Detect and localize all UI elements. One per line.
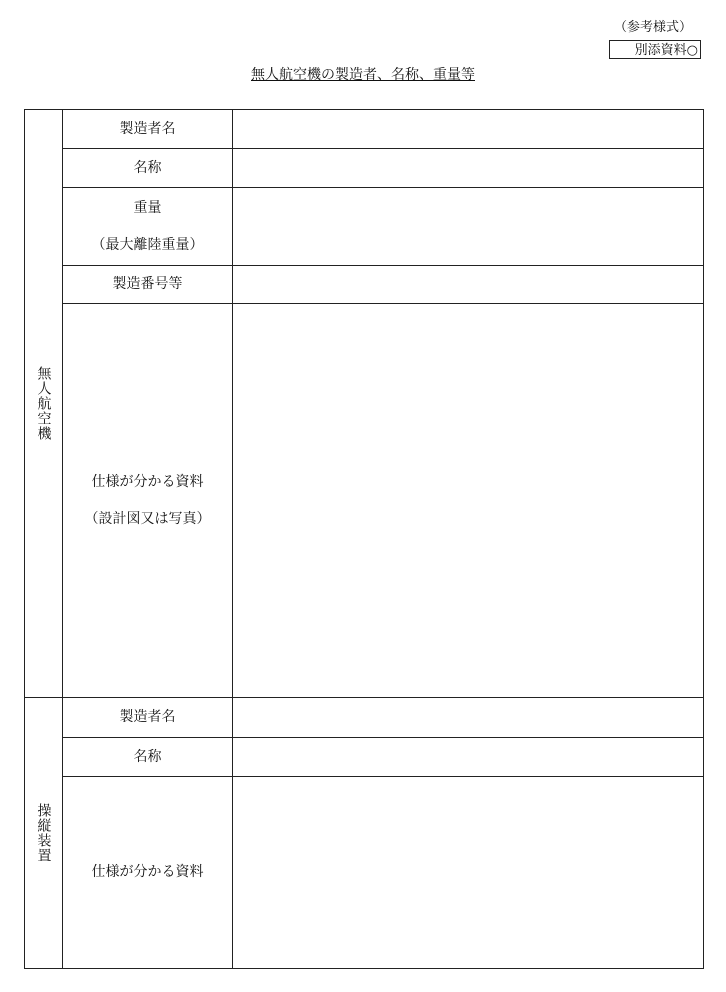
table-row <box>25 149 704 188</box>
label-cell <box>63 777 233 969</box>
label-text: 製造者名 <box>119 120 176 137</box>
label-text: 重量 <box>133 199 162 216</box>
table-row <box>25 738 704 777</box>
table-row <box>25 110 704 149</box>
aircraft-group-cell <box>25 110 63 698</box>
aircraft-name-field[interactable] <box>233 149 704 188</box>
label-cell <box>63 266 233 304</box>
label-cell <box>63 738 233 777</box>
label-cell <box>63 149 233 188</box>
reference-style-label: （参考様式） <box>614 20 693 35</box>
table-row <box>25 304 704 698</box>
label-cell <box>63 188 233 266</box>
table-row <box>25 188 704 266</box>
table-row <box>25 777 704 969</box>
label-cell <box>63 698 233 738</box>
table-row <box>25 266 704 304</box>
label-text: 仕様が分かる資料 <box>91 473 204 490</box>
title-text: 無人航空機の製造者、名称、重量等 <box>251 67 475 83</box>
controller-group-label: 操縦装置 <box>35 803 52 863</box>
form-table <box>24 109 704 969</box>
controller-manufacturer-field[interactable] <box>233 698 704 738</box>
aircraft-serial-field[interactable] <box>233 266 704 304</box>
label-subtext: （設計図又は写真） <box>84 510 211 527</box>
aircraft-manufacturer-field[interactable] <box>233 110 704 149</box>
label-cell <box>63 304 233 698</box>
aircraft-spec-field[interactable] <box>233 304 704 698</box>
label-text: 名称 <box>133 159 162 176</box>
aircraft-group-label: 無人航空機 <box>35 366 52 441</box>
label-text: 仕様が分かる資料 <box>91 864 204 880</box>
document-title <box>0 64 726 84</box>
label-cell <box>63 110 233 149</box>
table-row <box>25 698 704 738</box>
label-text: 製造者名 <box>119 709 176 725</box>
aircraft-weight-field[interactable] <box>233 188 704 266</box>
label-text: 製造番号等 <box>112 276 183 292</box>
controller-name-field[interactable] <box>233 738 704 777</box>
controller-spec-field[interactable] <box>233 777 704 969</box>
label-subtext: （最大離陸重量） <box>91 236 204 253</box>
label-text: 名称 <box>133 748 162 765</box>
controller-group-cell <box>25 698 63 969</box>
attachment-label: 別添資料○ <box>609 40 701 59</box>
